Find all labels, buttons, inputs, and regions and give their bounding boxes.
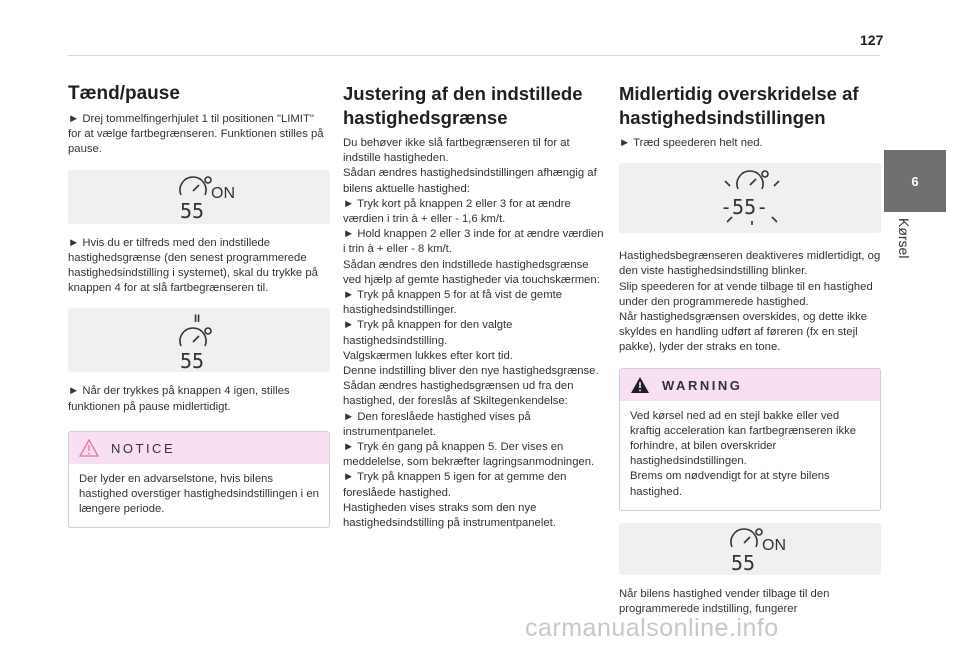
top-divider [68,55,880,56]
warning-box [619,368,881,511]
section-title-midlertidig [619,82,881,130]
chapter-label-wrap [896,218,932,278]
notice-header [69,432,329,464]
column-2 [343,82,605,531]
chapter-label: Kørsel [896,218,912,259]
paragraph: ► Hvis du er tilfreds med den indstillede hastighedsgrænse (den senest programmerede hastighedsindstilling i systemet), skal du trykke på knappen 4 for at slå fartbegrænseren til. [68,236,318,295]
speed-limiter-pause-figure [68,308,330,372]
speed-limiter-on-figure [68,170,330,224]
on-text: ON [211,184,235,202]
column-3 [619,82,881,617]
speed-limiter-flashing-figure [619,163,881,233]
chapter-tab[interactable] [884,150,946,212]
title-line-1: Midlertidig overskridelse af [619,83,859,104]
on-text: ON [762,536,786,554]
warning-icon [630,376,650,394]
speed-digits: 55 [180,349,205,371]
notice-warning-icon [79,439,99,457]
section-title-justering [343,82,605,130]
warning-text: Ved kørsel ned ad en stejl bakke eller ved kraftig acceleration kan fartbegrænseren ikke forhindre, at bilen overskrider hastighedsindstillingen. Brems om nødvendigt for at styre bilens hastighed. [630,409,857,498]
speed-limiter-on-figure [619,523,881,575]
notice-title: NOTICE [111,440,176,456]
paragraph: ► Drej tommelfingerhjulet 1 til positionen "LIMIT" for at vælge fartbegrænseren. Funktionen stilles på pause. [68,113,324,156]
speedometer-icon [178,176,250,220]
paragraph: Når bilens hastighed vender tilbage til den programmerede indstilling, fungerer [619,587,830,616]
notice-text: Der lyder en advarselstone, hvis bilens hastighed overstiger hastighedsindstillingen i en længere periode. [79,472,319,516]
speedometer-icon [729,528,801,572]
notice-box [68,431,330,529]
watermark: carmanualsonline.info [525,614,779,642]
page-number: 127 [860,32,884,48]
paragraph: ► Når der trykkes på knappen 4 igen, stilles funktionen på pause midlertidigt. [68,385,290,413]
speed-digits: 55 [731,550,756,572]
speed-digits: 55 [180,198,205,220]
title-line-2: hastighedsgrænse [343,107,508,128]
speed-digits: -55- [720,195,769,220]
chapter-number: 6 [911,173,919,189]
paragraph: ► Træd speederen helt ned. [619,137,763,149]
pause-icon: II [194,313,201,326]
column-1 [68,82,330,528]
paragraph: Du behøver ikke slå fartbegrænseren til for at indstille hastigheden. Sådan ændres hastighedsindstillingen afhængig af bilens aktuelle hastighed: ► Tryk kort på knappen 2 eller 3 for at ændre værdien i trin à + eller - 1,6 km/t. ► Hold knappen 2 eller 3 inde for at ændre værdien i trin à + eller - 8 km/t. Sådan ændres den indstillede hastighedsgrænse ved hjælp af gemte hastigheder via touchskærmen: ► Tryk på knappen 5 for at få vist de gemte hastighedsindstillinger. ► Tryk på knappen for den valgte hastighedsindstilling. Valgskærmen lukkes efter kort tid. Denne indstilling bliver den nye hastighedsgrænse. Sådan ændres hastighedsgrænsen ud fra den hastighed, der foreslås af Skiltegenkendelse: ► Den foreslåede hastighed vises på instrumentpanelet. ► Tryk én gang på knappen 5. Der vises en meddelelse, som bekræfter lagringsanmodningen. ► Tryk på knappen 5 igen for at gemme den foreslåede hastighed. Hastigheden vises straks som den nye hastighedsindstilling på instrumentpanelet. [343,137,604,530]
title-line-1: Justering af den indstillede [343,83,583,104]
title-line-2: hastighedsindstillingen [619,107,826,128]
paragraph: Hastighedsbegrænseren deaktiveres midlertidigt, og den viste hastighedsindstilling blinker. Slip speederen for at vende tilbage til en hastighed under den programmerede hastighed. Når hastighedsgrænsen overskides, og dette ikke skyldes en handling udført af føreren (fx en stejl pakke), lyder der straks en tone. [619,250,881,354]
speedometer-flashing-icon [707,167,797,229]
speedometer-pause-icon [178,310,238,370]
warning-header [620,369,880,401]
section-title-taend-pause: Tænd/pause [68,83,180,104]
warning-title: WARNING [662,377,743,393]
